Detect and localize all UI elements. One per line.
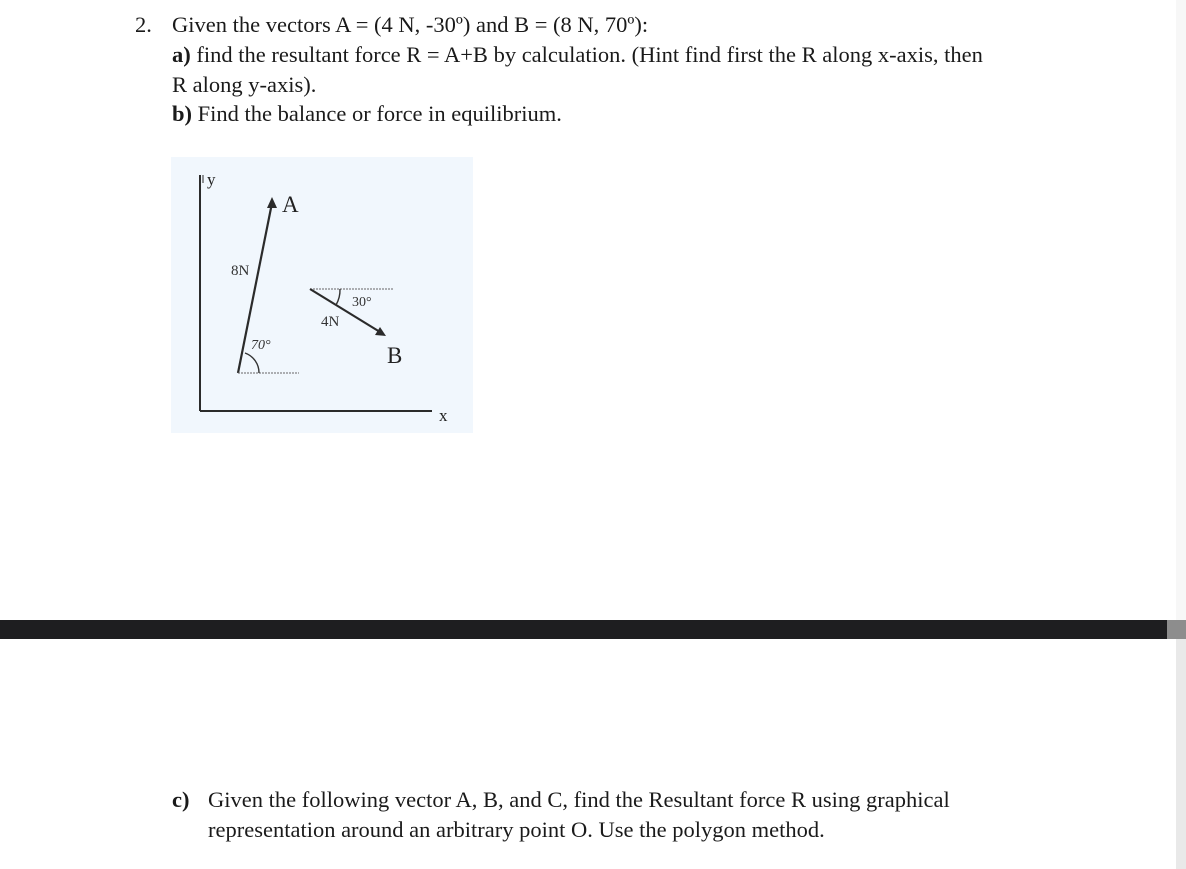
vector-b-arrowhead bbox=[375, 327, 386, 336]
scrollbar-corner bbox=[1167, 620, 1186, 639]
question-text: Given the vectors A = (4 N, -30º) and B = (8 N, 70º): bbox=[172, 12, 649, 37]
vector-a-arrowhead bbox=[267, 197, 277, 208]
right-rail-top bbox=[1176, 0, 1186, 620]
vector-a-angle: 70° bbox=[251, 338, 271, 353]
part-b-line bbox=[172, 99, 562, 129]
part-a-line-1 bbox=[172, 40, 983, 70]
vector-b-angle-arc bbox=[336, 289, 340, 305]
vector-b-angle: 30° bbox=[352, 295, 372, 310]
x-axis-label: x bbox=[439, 406, 448, 425]
y-axis-label: y bbox=[207, 170, 216, 189]
part-c-line-2: representation around an arbitrary point O. Use the polygon method. bbox=[208, 817, 825, 842]
vector-diagram bbox=[171, 157, 473, 433]
vector-figure bbox=[171, 157, 473, 433]
question-number: 2. bbox=[135, 12, 152, 37]
part-a-label: a) bbox=[172, 42, 191, 67]
page-divider bbox=[0, 620, 1167, 639]
vector-b-label: B bbox=[387, 343, 403, 368]
part-a-line-2: R along y-axis). bbox=[172, 72, 317, 97]
part-b-text: Find the balance or force in equilibrium. bbox=[197, 101, 562, 126]
part-c-label: c) bbox=[172, 787, 190, 812]
part-c-line-1: Given the following vector A, B, and C, find the Resultant force R using graphical bbox=[208, 787, 950, 812]
vector-a-angle-arc bbox=[245, 353, 259, 373]
vector-b-magnitude: 4N bbox=[321, 314, 340, 330]
vector-a-magnitude: 8N bbox=[231, 263, 250, 279]
right-rail bbox=[1176, 639, 1186, 869]
part-a-text-1: find the resultant force R = A+B by calculation. (Hint find first the R along x-axis, then bbox=[196, 42, 983, 67]
vector-a-label: A bbox=[282, 192, 299, 217]
part-b-label: b) bbox=[172, 101, 193, 126]
